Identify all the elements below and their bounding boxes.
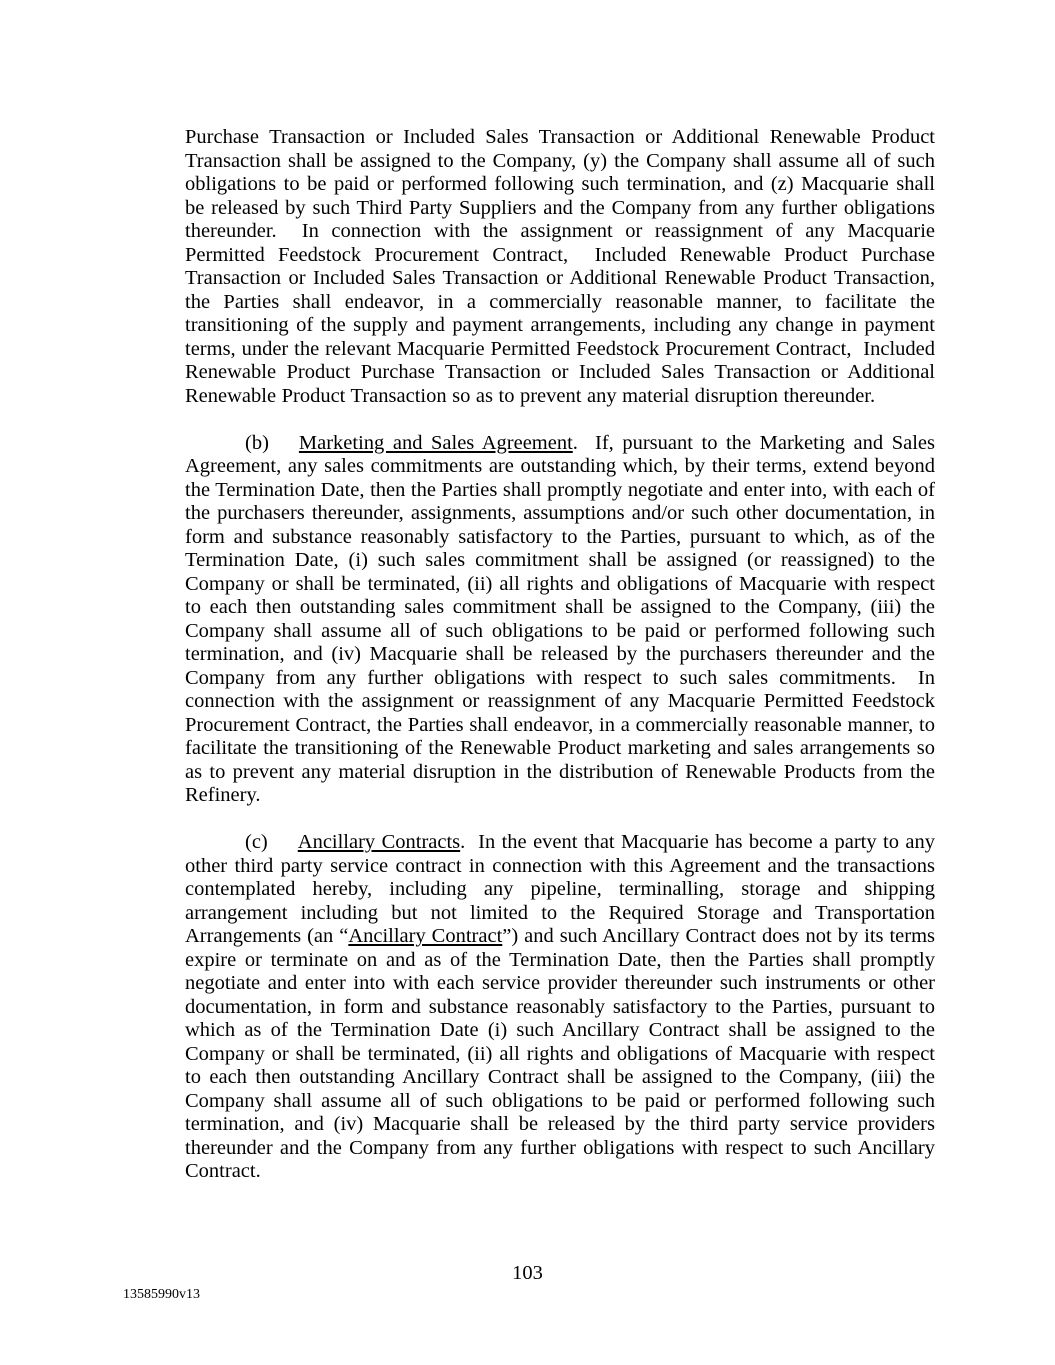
- document-id-footer: 13585990v13: [123, 1287, 200, 1302]
- paragraph: [185, 831, 935, 1184]
- text-run: (c): [245, 831, 268, 853]
- underlined-text: Ancillary Contract: [348, 925, 503, 947]
- text-run: ”) and such Ancillary Contract does not by its terms expire or terminate on and as of the Termination Date, then the Parties shall promptly negotiate and enter into with each service provider thereunder such instruments or other documentation, in form and substance reasonably satisfactory to the Parties, pursuant to which as of the Termination Date (i) such Ancillary Contract shall be assigned to the Company or shall be terminated, (ii) all rights and obligations of Macquarie with respect to each then outstanding Ancillary Contract shall be assigned to the Company, (iii) the Company shall assume all of such obligations to be paid or performed following such termination, and (iv) Macquarie shall be released by the third party service providers thereunder and the Company from any further obligations with respect to such Ancillary Contract.: [185, 925, 936, 1182]
- page-number: 103: [512, 1262, 543, 1284]
- underlined-text: Marketing and Sales Agreement: [298, 431, 573, 454]
- text-run: . If, pursuant to the Marketing and Sales Agreement, any sales commitments are outstanding which, by their terms, extend beyond the Termination Date, then the Parties shall promptly negotiate and enter into, with each of the purchasers thereunder, assignments, assumptions and/or such other documentation, in form and substance reasonably satisfactory to the Parties, pursuant to which, as of the Termination Date, (i) such sales commitment shall be assigned (or reassigned) to the Company or shall be terminated, (ii) all rights and obligations of Macquarie with respect to each then outstanding sales commitment shall be assigned to the Company, (iii) the Company shall assume all of such obligations to be paid or performed following such termination, and (iv) Macquarie shall be released by the purchasers thereunder and the Company from any further obligations with respect to such sales commitments. In connection with the assignment or reassignment of any Macquarie Permitted Feedstock Procurement Contract, the Parties shall endeavor, in a commercially reasonable manner, to facilitate the transitioning of the Renewable Product marketing and sales arrangements so as to prevent any material disruption in the distribution of Renewable Products from the Refinery.: [185, 431, 935, 806]
- text-run: . In the event that Macquarie has become a party to any other third party service contract in connection with this Agreement and the transactions contemplated hereby, including any pipeline, terminalling, storage and shipping arrangement including but not limited to the Required Storage and Transportation Arrangements (an “: [185, 831, 935, 947]
- underlined-text: Ancillary Contracts: [297, 831, 461, 853]
- paragraph: [185, 432, 935, 808]
- paragraph: [185, 126, 935, 408]
- text-run: Purchase Transaction or Included Sales Transaction or Additional Renewable Product Transaction shall be assigned to the Company, (y) the Company shall assume all of such obligations to be paid or performed following such termination, and (z) Macquarie shall be released by such Third Party Suppliers and the Company from any further obligations thereunder. In connection with the assignment or reassignment of any Macquarie Permitted Feedstock Procurement Contract, Included Renewable Product Purchase Transaction or Included Sales Transaction or Additional Renewable Product Transaction, the Parties shall endeavor, in a commercially reasonable manner, to facilitate the transitioning of the supply and payment arrangements, including any change in payment terms, under the relevant Macquarie Permitted Feedstock Procurement Contract, Included Renewable Product Purchase Transaction or Included Sales Transaction or Additional Renewable Product Transaction so as to prevent any material disruption thereunder.: [185, 126, 935, 407]
- text-run: (b): [245, 431, 269, 454]
- document-body: [185, 126, 935, 1207]
